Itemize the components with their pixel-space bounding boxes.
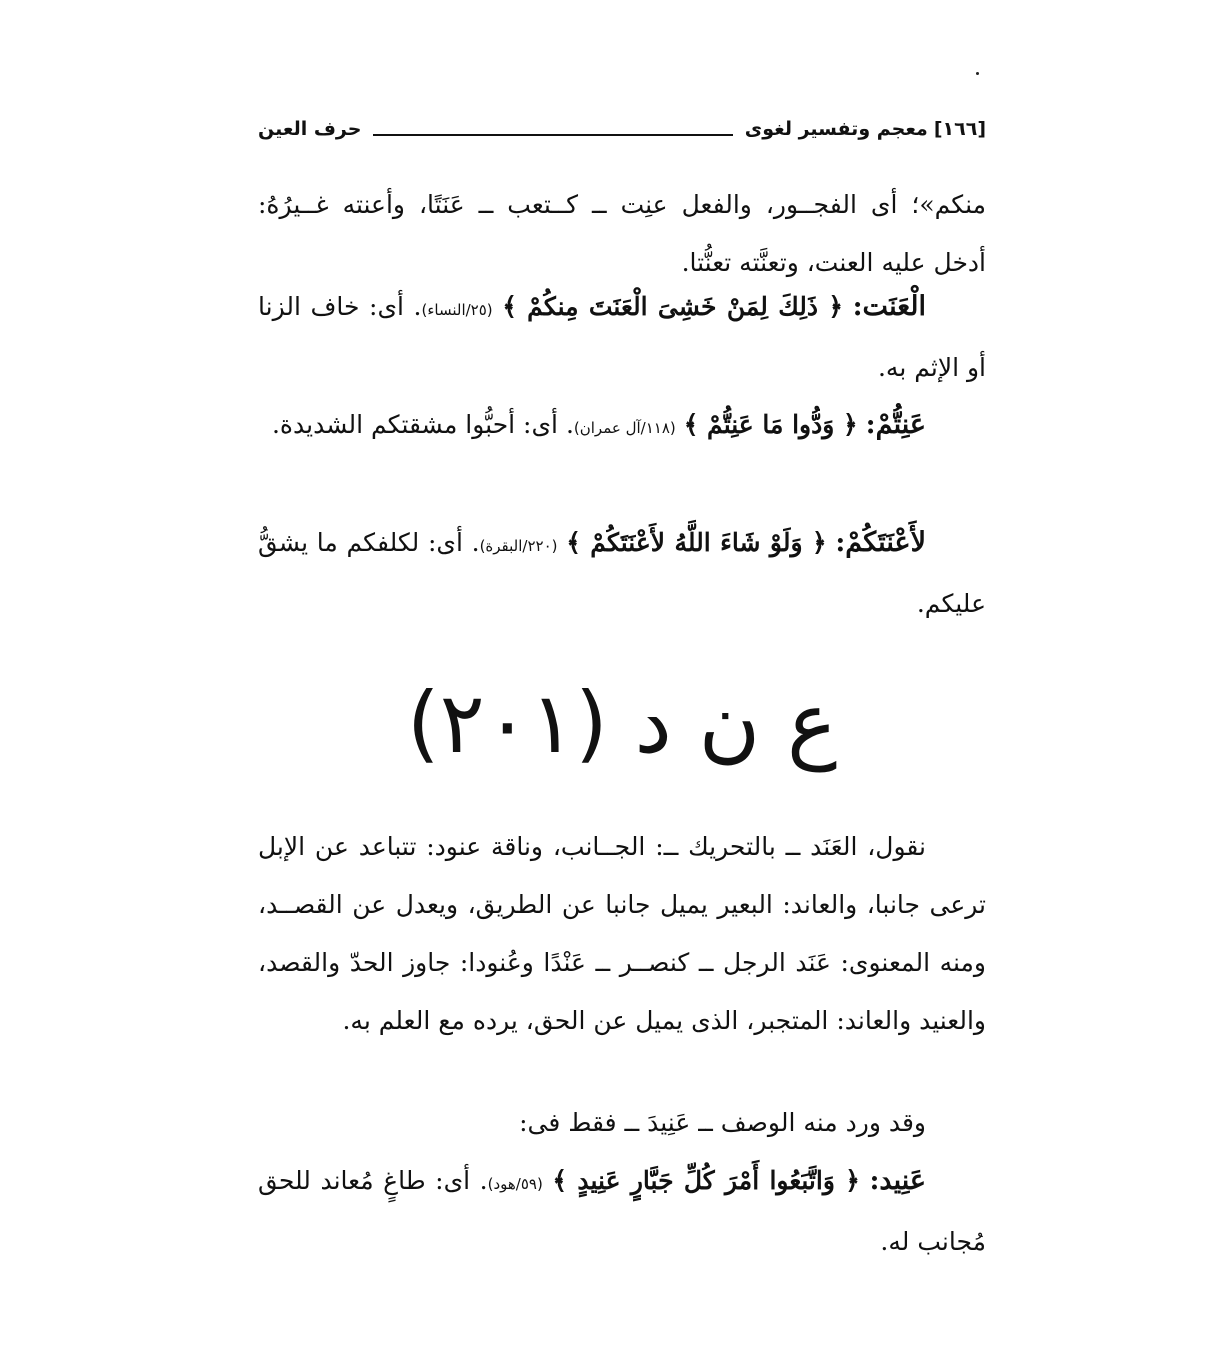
gloss-text: . أى: طاغٍ مُعاند للحق مُجانب له. bbox=[258, 1166, 986, 1256]
quran-verse: ﴿ ذَلِكَ لِمَنْ خَشِىَ الْعَنَتَ مِنكُمْ ﴾ bbox=[502, 292, 844, 321]
headword: عَنِتُّمْ: bbox=[865, 409, 926, 440]
verse-reference: (٢٢٠/البقرة) bbox=[479, 537, 558, 555]
entry-anid bbox=[258, 1152, 986, 1271]
header-rule bbox=[373, 134, 732, 136]
entry-al-anat bbox=[258, 278, 986, 397]
book-title: معجم وتفسير لغوى bbox=[744, 118, 928, 140]
root-entry-title: ع ن د (٢٠١) bbox=[406, 674, 838, 772]
headword: لأَعْنَتَكُمْ: bbox=[835, 527, 926, 558]
quran-verse: ﴿ وَلَوْ شَاءَ اللَّهُ لأَعْنَتَكُمْ ﴾ bbox=[566, 528, 827, 557]
quran-verse: ﴿ وَاتَّبَعُوا أَمْرَ كُلِّ جَبَّارٍ عَنِيدٍ ﴾ bbox=[552, 1166, 860, 1195]
paragraph-usage-note: وقد ورد منه الوصف ــ عَنِيدَ ــ فقط فى: bbox=[519, 1108, 926, 1137]
gloss-text: . أى: أحبُّوا مشقتكم الشديدة. bbox=[271, 410, 574, 439]
page-number: [١٦٦] bbox=[933, 118, 986, 140]
quran-verse: ﴿ وَدُّوا مَا عَنِتُّمْ ﴾ bbox=[683, 410, 858, 439]
gloss-text: . أى: لكلفكم ما يشقُّ عليكم. bbox=[258, 528, 986, 618]
paragraph-intro: منكم»؛ أى الفجــور، والفعل عنِت ــ كــتعب ــ عَنَتًا، وأعنته غــيرُهُ: أدخل عليه العنت، وتعنَّته تعنُّتا. bbox=[258, 190, 986, 277]
verse-reference: (١١٨/آل عمران) bbox=[573, 419, 676, 437]
headword: عَنِيد: bbox=[869, 1165, 926, 1196]
verse-reference: (٥٩/هود) bbox=[487, 1175, 543, 1193]
entry-anittum bbox=[258, 396, 986, 457]
chapter-title: حرف العين bbox=[258, 118, 362, 140]
entry-laantakum bbox=[258, 514, 986, 633]
verse-reference: (٢٥/النساء) bbox=[421, 301, 493, 319]
scan-speck bbox=[976, 72, 979, 75]
running-header bbox=[258, 112, 986, 146]
paragraph-root-definition: نقول، العَنَد ــ بالتحريك ــ: الجــانب، وناقة عنود: تتباعد عن الإبل ترعى جانبا، والعاند: البعير يميل جانبا عن الطريق، ويعدل عن القصــد، ومنه المعنوى: عَنَد الرجل ــ كنصــر ــ عَنْدًا وعُنودا: جاوز الحدّ والقصد، والعنيد والعاند: المتجبر، الذى يميل عن الحق، يرده مع العلم به. bbox=[258, 832, 986, 1035]
gloss-text: . أى: خاف الزنا أو الإثم به. bbox=[258, 292, 986, 382]
headword: الْعَنَت: bbox=[852, 291, 926, 322]
